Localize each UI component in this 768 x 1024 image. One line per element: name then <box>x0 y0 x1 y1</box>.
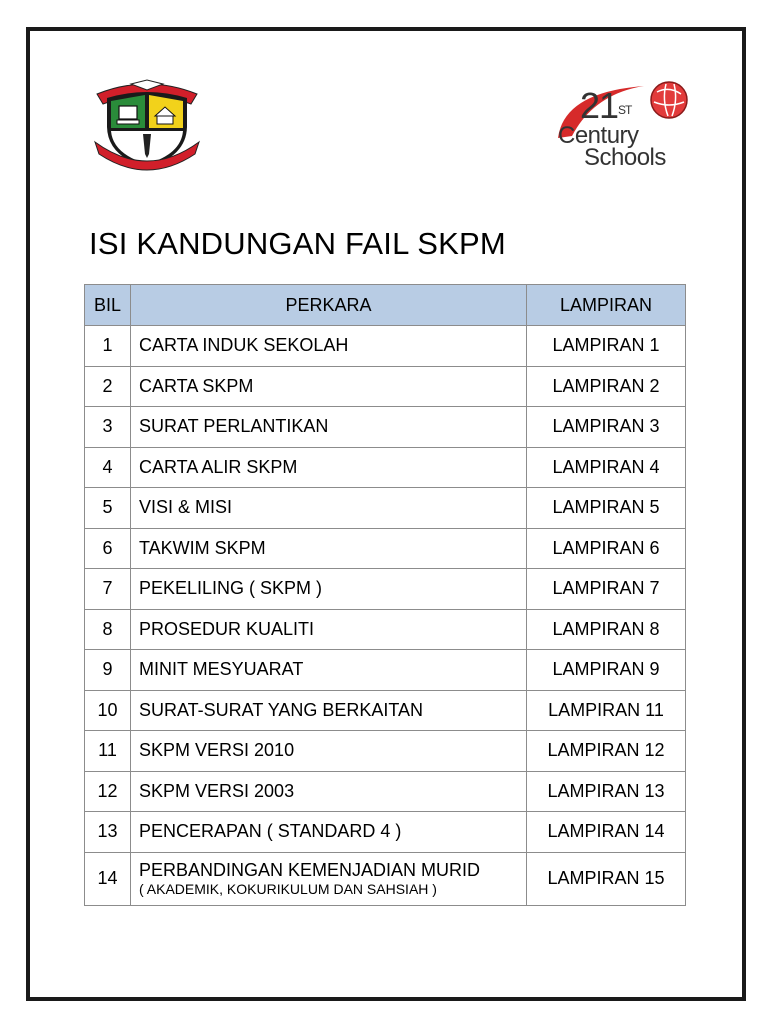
cell-perkara-sub: ( AKADEMIK, KOKURIKULUM DAN SAHSIAH ) <box>139 881 437 897</box>
cell-perkara <box>131 852 527 905</box>
cell-perkara: PROSEDUR KUALITI <box>131 609 527 650</box>
table-row <box>85 326 686 367</box>
cell-perkara: MINIT MESYUARAT <box>131 650 527 691</box>
cell-perkara: VISI & MISI <box>131 488 527 529</box>
cell-bil: 13 <box>85 812 131 853</box>
cell-bil: 7 <box>85 569 131 610</box>
cell-lampiran: LAMPIRAN 5 <box>527 488 686 529</box>
cell-lampiran: LAMPIRAN 4 <box>527 447 686 488</box>
header-perkara: PERKARA <box>131 285 527 326</box>
cell-bil: 2 <box>85 366 131 407</box>
cell-lampiran: LAMPIRAN 3 <box>527 407 686 448</box>
table-row <box>85 528 686 569</box>
cell-bil: 8 <box>85 609 131 650</box>
cell-perkara: CARTA INDUK SEKOLAH <box>131 326 527 367</box>
contents-table <box>84 284 686 906</box>
table-row <box>85 366 686 407</box>
school-crest-logo <box>93 68 201 174</box>
table-row <box>85 488 686 529</box>
cell-bil: 4 <box>85 447 131 488</box>
cell-perkara: SKPM VERSI 2003 <box>131 771 527 812</box>
table-row <box>85 407 686 448</box>
logo-century-text: Century <box>558 122 639 149</box>
cell-lampiran: LAMPIRAN 1 <box>527 326 686 367</box>
table-row <box>85 812 686 853</box>
cell-perkara: PEKELILING ( SKPM ) <box>131 569 527 610</box>
cell-lampiran: LAMPIRAN 11 <box>527 690 686 731</box>
header-lampiran: LAMPIRAN <box>527 285 686 326</box>
table-header-row <box>85 285 686 326</box>
table-row <box>85 569 686 610</box>
century-schools-logo <box>554 78 694 176</box>
cell-perkara: SURAT-SURAT YANG BERKAITAN <box>131 690 527 731</box>
table-row <box>85 731 686 772</box>
cell-bil: 5 <box>85 488 131 529</box>
cell-bil: 14 <box>85 852 131 905</box>
cell-lampiran: LAMPIRAN 13 <box>527 771 686 812</box>
cell-perkara: SURAT PERLANTIKAN <box>131 407 527 448</box>
cell-lampiran: LAMPIRAN 7 <box>527 569 686 610</box>
cell-perkara-main: PERBANDINGAN KEMENJADIAN MURID <box>139 860 481 880</box>
cell-bil: 10 <box>85 690 131 731</box>
cell-perkara: TAKWIM SKPM <box>131 528 527 569</box>
page-title: ISI KANDUNGAN FAIL SKPM <box>89 226 506 261</box>
table-row <box>85 609 686 650</box>
cell-bil: 12 <box>85 771 131 812</box>
cell-bil: 1 <box>85 326 131 367</box>
cell-perkara: SKPM VERSI 2010 <box>131 731 527 772</box>
cell-perkara: CARTA ALIR SKPM <box>131 447 527 488</box>
cell-bil: 3 <box>85 407 131 448</box>
cell-lampiran: LAMPIRAN 14 <box>527 812 686 853</box>
cell-perkara: PENCERAPAN ( STANDARD 4 ) <box>131 812 527 853</box>
table-row <box>85 771 686 812</box>
cell-lampiran: LAMPIRAN 15 <box>527 852 686 905</box>
cell-lampiran: LAMPIRAN 2 <box>527 366 686 407</box>
table-row <box>85 852 686 905</box>
table-row <box>85 447 686 488</box>
cell-perkara: CARTA SKPM <box>131 366 527 407</box>
cell-lampiran: LAMPIRAN 8 <box>527 609 686 650</box>
cell-bil: 9 <box>85 650 131 691</box>
cell-bil: 6 <box>85 528 131 569</box>
logo-schools-text: Schools <box>584 144 666 171</box>
logo-21-text: 21 <box>580 85 619 126</box>
header-bil: BIL <box>85 285 131 326</box>
cell-lampiran: LAMPIRAN 9 <box>527 650 686 691</box>
logo-st-text: ST <box>618 103 632 117</box>
table-row <box>85 650 686 691</box>
cell-lampiran: LAMPIRAN 6 <box>527 528 686 569</box>
cell-bil: 11 <box>85 731 131 772</box>
cell-lampiran: LAMPIRAN 12 <box>527 731 686 772</box>
table-row <box>85 690 686 731</box>
